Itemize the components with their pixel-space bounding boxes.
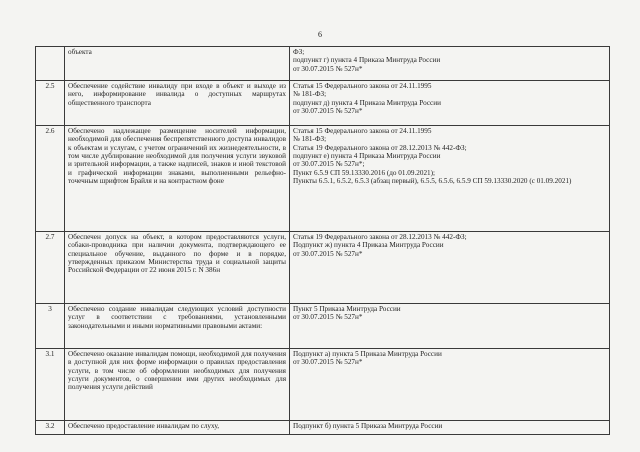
- reference-line: № 181-ФЗ;: [293, 135, 327, 144]
- row-description: объекта: [65, 47, 290, 81]
- table-row: [36, 232, 610, 304]
- row-number: 2.6: [36, 126, 65, 232]
- reference-line: Пункт 6.5.9 СП 59.13330.2016 (до 01.09.2021);: [293, 168, 436, 177]
- reference-line: Подпункт ж) пункта 4 Приказа Минтруда России: [293, 241, 444, 250]
- reference-line: ФЗ;: [293, 48, 305, 56]
- reference-line: от 30.07.2015 № 527н*;: [293, 160, 365, 169]
- reference-line: Пункт 5 Приказа Минтруда России: [293, 305, 401, 313]
- row-number: 3.2: [36, 421, 65, 435]
- row-number: 2.7: [36, 232, 65, 304]
- row-number: 3.1: [36, 349, 65, 421]
- reference-line: Подпункт а) пункта 5 Приказа Минтруда России: [293, 350, 442, 358]
- table-row: [36, 47, 610, 81]
- reference-line: от 30.07.2015 № 527н*: [293, 249, 363, 258]
- row-reference: [290, 81, 610, 126]
- row-description: Обеспечено надлежащее размещение носителей информации, необходимой для обеспечения беспрепятственного доступа инвалидов к объектам и услугам, с учетом ограничений их жизнедеятельности, в том числе дублирование необходимой для получения услуги звуковой и зрительной информации, а также надписей, знаков и иной текстовой и графической информации знаками, выполненными рельефно-точечным шрифтом Брайля и на контрастном фоне: [65, 126, 290, 232]
- row-reference: [290, 304, 610, 349]
- table-row: [36, 126, 610, 232]
- reference-line: подпункт е) пункта 4 Приказа Минтруда России: [293, 152, 441, 161]
- reference-line: подпункт д) пункта 4 Приказа Минтруда России: [293, 98, 441, 107]
- row-reference: [290, 47, 610, 81]
- row-description: Обеспечение содействие инвалиду при входе в объект и выходе из него, информирование инвалида о доступных маршрутах общественного транспорта: [65, 81, 290, 126]
- reference-line: от 30.07.2015 № 527н*: [293, 358, 363, 367]
- table-row: [36, 349, 610, 421]
- reference-line: Статья 15 Федерального закона от 24.11.1995: [293, 82, 432, 90]
- row-description: Обеспечено предоставление инвалидам по слуху,: [65, 421, 290, 435]
- reference-line: от 30.07.2015 № 527н*: [293, 107, 363, 116]
- row-number: 2.5: [36, 81, 65, 126]
- reference-line: Подпункт б) пункта 5 Приказа Минтруда России: [293, 422, 443, 430]
- table-row: [36, 421, 610, 435]
- reference-line: Статья 19 Федерального закона от 28.12.2013 № 442-ФЗ;: [293, 233, 467, 241]
- table-row: [36, 81, 610, 126]
- table-row: [36, 304, 610, 349]
- row-number: [36, 47, 65, 81]
- row-reference: [290, 421, 610, 435]
- row-reference: [290, 126, 610, 232]
- reference-line: Статья 19 Федерального закона от 28.12.2013 № 442-ФЗ;: [293, 143, 467, 152]
- reference-line: Пункты 6.5.1, 6.5.2, 6.5.3 (абзац первый), 6.5.5, 6.5.6, 6.5.9 СП 59.13330.2020 (с 01.09.2021): [293, 177, 572, 186]
- reference-line: от 30.07.2015 № 527н*: [293, 313, 363, 322]
- row-reference: [290, 232, 610, 304]
- row-description: Обеспечено оказание инвалидам помощи, необходимой для получения в доступной для них форме информации о правилах предоставления услуги, в том числе об оформлении необходимых для получения услуги документов, о совершении ими других необходимых для получения услуги действий: [65, 349, 290, 421]
- reference-line: от 30.07.2015 № 527н*: [293, 64, 363, 73]
- reference-line: Статья 15 Федерального закона от 24.11.1995: [293, 127, 432, 135]
- page-number: 6: [318, 30, 322, 39]
- reference-line: подпункт г) пункта 4 Приказа Минтруда России: [293, 56, 441, 65]
- row-description: Обеспечено создание инвалидам следующих условий доступности услуг в соответствии с требованиями, установленными законодательными и иными нормативными правовыми актами:: [65, 304, 290, 349]
- requirements-table: [35, 46, 610, 435]
- reference-line: № 181-ФЗ;: [293, 90, 327, 99]
- row-description: Обеспечен допуск на объект, в котором предоставляются услуги, собаки-проводника при наличии документа, подтверждающего ее специальное обучение, выданного по форме и в порядке, утвержденных приказом Министерства труда и социальной защиты Российской Федерации от 22 июня 2015 г. N 386н: [65, 232, 290, 304]
- row-reference: [290, 349, 610, 421]
- row-number: 3: [36, 304, 65, 349]
